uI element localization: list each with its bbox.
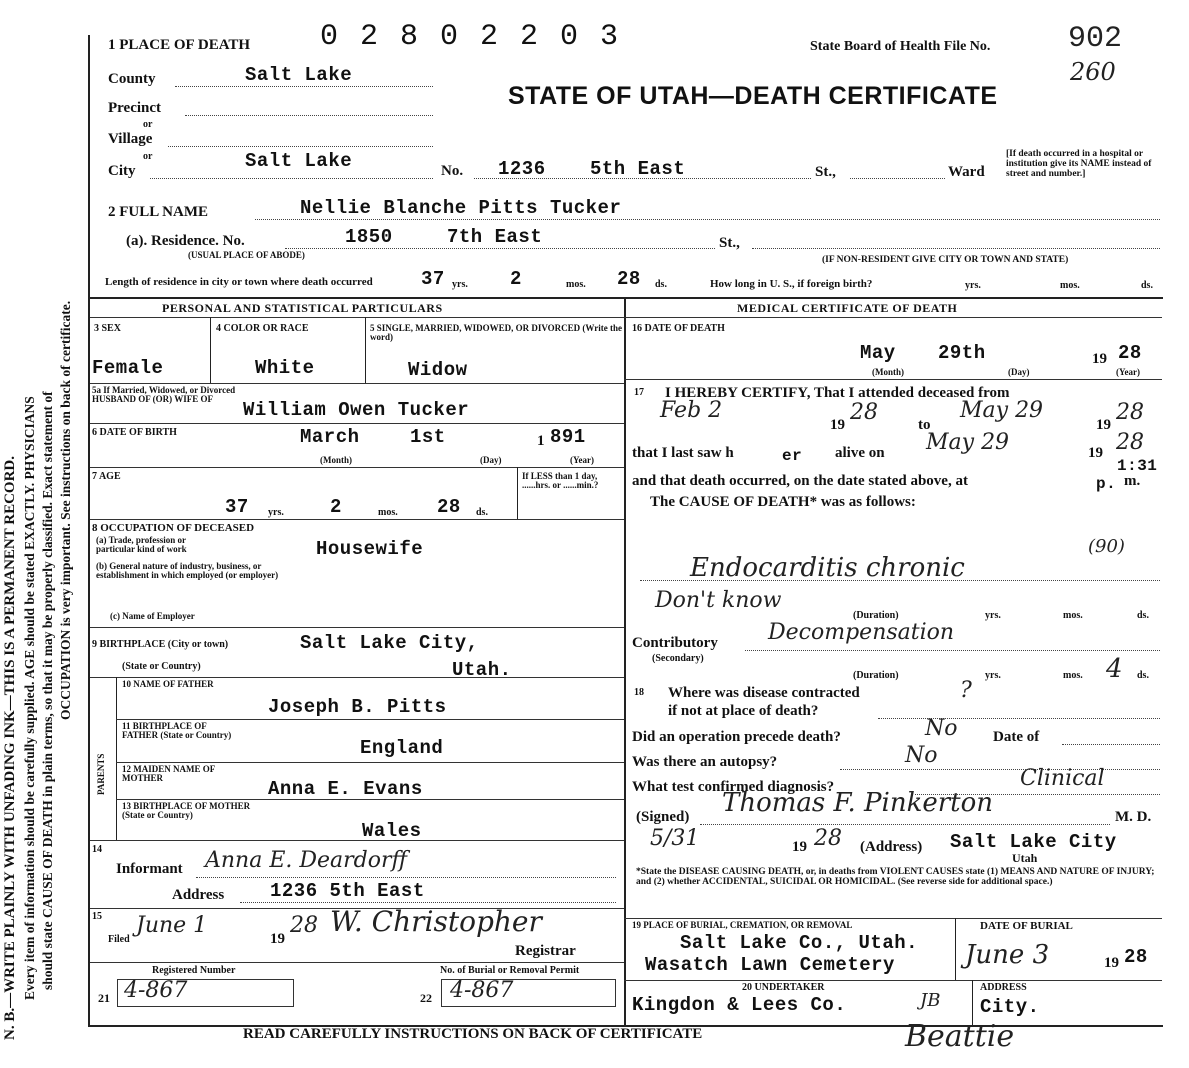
- contrib-duration-value: 4: [1106, 654, 1123, 684]
- dob-year-prefix: 1: [537, 433, 545, 449]
- birthplace-state-label: (State or Country): [122, 661, 201, 672]
- death-year-label: (Year): [1116, 367, 1140, 377]
- occupation-value: Housewife: [316, 538, 424, 560]
- age-less-divider: [517, 467, 518, 519]
- death-occurred-text: and that death occurred, on the date stated above, at: [632, 473, 968, 489]
- undertaker-label: 20 UNDERTAKER: [742, 982, 825, 993]
- side-instructions-3: should state CAUSE OF DEATH in plain terms, so that it may be properly classified. Exact statement of: [40, 391, 55, 990]
- undertaker-address: City.: [980, 996, 1040, 1018]
- contracted-number: 18: [634, 687, 644, 698]
- or-1: or: [143, 119, 153, 130]
- length-ds-label: ds.: [655, 279, 667, 290]
- form-left-border: [88, 35, 90, 1025]
- side-instructions-4: OCCUPATION is very important. See instructions on back of certificate.: [58, 300, 73, 720]
- or-2: or: [143, 151, 153, 162]
- length-yrs-label: yrs.: [452, 279, 468, 290]
- birthplace-label: 9 BIRTHPLACE (City or town): [92, 639, 229, 650]
- place-of-death-label: 1 PLACE OF DEATH: [108, 37, 251, 53]
- full-name-label: 2 FULL NAME: [108, 204, 209, 220]
- ward-note: [If death occurred in a hospital or institution give its NAME instead of street and number.]: [1006, 149, 1152, 179]
- last-saw-year-prefix: 19: [1088, 445, 1103, 461]
- color-value: White: [255, 357, 315, 379]
- row-rule-21: [90, 962, 624, 963]
- personal-title-rule: [90, 317, 624, 318]
- md-label: M. D.: [1115, 809, 1152, 825]
- age-label: 7 AGE: [92, 471, 121, 482]
- county-line: [175, 86, 433, 87]
- informant-address: 1236 5th East: [270, 880, 425, 902]
- burial-place-2: Wasatch Lawn Cemetery: [645, 954, 895, 976]
- street-name: 5th East: [590, 158, 686, 180]
- county-value: Salt Lake: [245, 64, 353, 86]
- parents-divider: [116, 677, 117, 840]
- medical-rule-19: [624, 918, 1162, 919]
- test-value: Clinical: [1020, 766, 1105, 791]
- burial-date-label: DATE OF BURIAL: [980, 920, 1073, 932]
- dob-day-label: (Day): [480, 455, 502, 465]
- informant-line: [196, 877, 616, 878]
- registrar-signature: W. Christopher: [330, 905, 542, 938]
- burial-divider: [955, 918, 956, 980]
- mother-label: 12 MAIDEN NAME OF MOTHER: [122, 764, 215, 784]
- contributory-label: Contributory: [632, 635, 718, 651]
- city-value: Salt Lake: [245, 150, 353, 172]
- registered-num-21: 21: [98, 991, 110, 1005]
- certificate-title: STATE OF UTAH—DEATH CERTIFICATE: [508, 82, 998, 110]
- street-number: 1236: [498, 158, 546, 180]
- occupation-label: 8 OCCUPATION OF DECEASED: [92, 522, 255, 534]
- attended-to-label: to: [918, 417, 931, 433]
- cause-duration-yrs: yrs.: [985, 610, 1001, 621]
- residence-line: [285, 248, 715, 249]
- birthplace-state: Utah.: [452, 659, 512, 681]
- cause-text: The CAUSE OF DEATH* was as follows:: [650, 494, 916, 510]
- contrib-duration-mos: mos.: [1063, 670, 1083, 681]
- mother-birth-value: Wales: [362, 820, 422, 842]
- row-rule-14: [90, 840, 624, 841]
- mother-value: Anna E. Evans: [268, 778, 423, 800]
- full-name-line: [255, 219, 1160, 220]
- employer-label: (c) Name of Employer: [110, 611, 195, 621]
- residence-sub: (USUAL PLACE OF ABODE): [188, 250, 305, 260]
- medical-title-rule: [624, 317, 1162, 318]
- attended-to-year: 28: [1116, 400, 1144, 425]
- registered-num-22: 22: [420, 991, 432, 1005]
- cause-primary-2: Don't know: [655, 588, 782, 613]
- filed-number: 15: [92, 911, 102, 922]
- age-months: 2: [330, 496, 342, 518]
- death-year-prefix: 19: [1092, 351, 1107, 367]
- us-ds: ds.: [1141, 280, 1153, 291]
- cause-duration-mos: mos.: [1063, 610, 1083, 621]
- village-label: Village: [108, 131, 153, 147]
- physician-signature: Thomas F. Pinkerton: [722, 788, 993, 818]
- attended-to: May 29: [960, 398, 1044, 423]
- dob-day: 1st: [410, 426, 446, 448]
- contracted-line: [878, 718, 1160, 719]
- attended-from-year: 28: [850, 400, 878, 425]
- filed-label: Filed: [108, 934, 130, 945]
- cause-primary: Endocarditis chronic: [690, 553, 965, 583]
- physician-address: Salt Lake City: [950, 831, 1117, 853]
- age-yrs-label: yrs.: [268, 507, 284, 518]
- last-saw-her: er: [782, 447, 803, 465]
- autopsy-line: [840, 769, 1160, 770]
- father-value: Joseph B. Pitts: [268, 696, 447, 718]
- operation-value: No: [925, 716, 958, 741]
- length-years: 37: [421, 268, 445, 290]
- residence-street: 7th East: [447, 226, 543, 248]
- sex-label: 3 SEX: [94, 323, 121, 334]
- last-saw-date: May 29: [926, 430, 1010, 455]
- age-years: 37: [225, 496, 249, 518]
- residence-number: 1850: [345, 226, 393, 248]
- marital-label: 5 SINGLE, MARRIED, WIDOWED, OR DIVORCED (Write the word): [370, 323, 622, 343]
- row-rule-11: [116, 719, 624, 720]
- autopsy-value: No: [905, 743, 938, 768]
- contracted-label-2: if not at place of death?: [668, 703, 819, 719]
- operation-label: Did an operation precede death?: [632, 729, 841, 745]
- spouse-value: William Owen Tucker: [243, 399, 470, 421]
- dob-month-label: (Month): [320, 455, 352, 465]
- dob-month: March: [300, 426, 360, 448]
- cause-duration-label: (Duration): [853, 610, 899, 621]
- signed-line: [700, 824, 1110, 825]
- precinct-line: [185, 115, 433, 116]
- test-label: What test confirmed diagnosis?: [632, 779, 835, 795]
- medical-rule-17: [624, 379, 1162, 380]
- death-day: 29th: [938, 342, 986, 364]
- file-no: 902: [1068, 22, 1123, 56]
- marital-value: Widow: [408, 359, 468, 381]
- burial-date: June 3: [965, 940, 1050, 970]
- informant-signature: Anna E. Deardorff: [205, 848, 408, 873]
- form-middle-divider: [624, 297, 626, 1025]
- filed-year: 28: [290, 913, 318, 938]
- contracted-label: Where was disease contracted: [668, 685, 860, 701]
- contrib-duration-yrs: yrs.: [985, 670, 1001, 681]
- length-months: 2: [510, 268, 522, 290]
- residence-label: (a). Residence. No.: [126, 233, 245, 249]
- certify-number: 17: [634, 387, 644, 398]
- age-less-than-label: If LESS than 1 day, ......hrs. or ......min.?: [522, 471, 599, 491]
- father-birth-label: 11 BIRTHPLACE OF FATHER (State or Country): [122, 721, 232, 741]
- undertaker-initials: JB: [920, 990, 941, 1011]
- dob-year-label: (Year): [570, 455, 594, 465]
- filed-year-prefix: 19: [270, 931, 285, 947]
- medical-section-title: MEDICAL CERTIFICATE OF DEATH: [737, 301, 958, 315]
- attended-from-year-prefix: 19: [830, 417, 845, 433]
- undertaker-signature: Beattie: [905, 1019, 1015, 1054]
- us-mos: mos.: [1060, 280, 1080, 291]
- dob-year: 891: [550, 426, 586, 448]
- length-residence-label: Length of residence in city or town where death occurred: [105, 276, 373, 288]
- signed-label: (Signed): [636, 809, 690, 825]
- row-rule-6: [90, 423, 624, 424]
- undertaker-address-label: ADDRESS: [980, 982, 1027, 993]
- filed-date: June 1: [136, 913, 208, 938]
- medical-rule-20: [624, 980, 1162, 981]
- parents-label: PARENTS: [96, 753, 106, 795]
- us-yrs: yrs.: [965, 280, 981, 291]
- row-rule-12: [116, 762, 624, 763]
- death-year: 28: [1118, 342, 1142, 364]
- informant-label: Informant: [116, 861, 183, 877]
- color-label: 4 COLOR OR RACE: [216, 323, 309, 334]
- ward-line: [850, 178, 945, 179]
- row-rule-parents: [90, 677, 624, 678]
- row-rule-8: [90, 519, 624, 520]
- father-label: 10 NAME OF FATHER: [122, 679, 214, 689]
- burial-place-label: 19 PLACE OF BURIAL, CREMATION, OR REMOVAL: [632, 920, 853, 930]
- contracted-value: ?: [960, 678, 972, 703]
- village-line: [168, 146, 433, 147]
- autopsy-label: Was there an autopsy?: [632, 754, 778, 770]
- street-no-label: No.: [441, 163, 464, 179]
- mother-birth-label: 13 BIRTHPLACE OF MOTHER (State or Country): [122, 801, 251, 821]
- instructions-footer: READ CAREFULLY INSTRUCTIONS ON BACK OF CERTIFICATE: [243, 1026, 703, 1042]
- precinct-label: Precinct: [108, 100, 162, 116]
- physician-address-label: (Address): [860, 839, 923, 855]
- cause-duration-ds: ds.: [1137, 610, 1149, 621]
- death-pm: p.: [1096, 475, 1117, 493]
- cause-footnote: *State the DISEASE CAUSING DEATH, or, in deaths from VIOLENT CAUSES state (1) MEANS AND NATURE OF INJURY; and (2) whether ACCIDENTAL, SUICIDAL OR HOMICIDAL. (See reverse side for additional space.): [636, 867, 1155, 887]
- spouse-label: 5a If Married, Widowed, or Divorced HUSBAND OF (OR) WIFE OF: [92, 385, 236, 405]
- registered-number-label: Registered Number: [152, 965, 236, 976]
- contributory-value: Decompensation: [768, 620, 955, 645]
- registrar-label: Registrar: [515, 943, 576, 959]
- birthplace-city: Salt Lake City,: [300, 632, 479, 654]
- informant-address-label: Address: [172, 887, 225, 903]
- burial-permit-value: 4-867: [450, 978, 514, 1003]
- informant-number: 14: [92, 844, 102, 855]
- death-month: May: [860, 342, 896, 364]
- burial-year-prefix: 19: [1104, 955, 1119, 971]
- side-instructions-2: Every item of information should be carefully supplied. AGE should be stated EXACTLY. PHYSICIANS: [22, 396, 37, 1000]
- attended-from: Feb 2: [660, 398, 723, 423]
- full-name-value: Nellie Blanche Pitts Tucker: [300, 197, 622, 219]
- last-saw-year: 28: [1116, 430, 1144, 455]
- signed-date: 5/31: [650, 826, 700, 851]
- contributory-line: [745, 650, 1160, 651]
- row-rule-13: [116, 799, 624, 800]
- residence-city-line: [752, 248, 1160, 249]
- death-month-label: (Month): [872, 367, 904, 377]
- physician-state: Utah: [1012, 851, 1038, 865]
- occupation-b-label: (b) General nature of industry, business, or establishment in which employed (or employer): [96, 561, 279, 581]
- age-days: 28: [437, 496, 461, 518]
- death-m-label: m.: [1124, 473, 1141, 489]
- sex-color-divider: [210, 317, 211, 383]
- row-rule-5a: [90, 383, 624, 384]
- contrib-duration-label: (Duration): [853, 670, 899, 681]
- occupation-a-label: (a) Trade, profession or particular kind of work: [96, 535, 187, 555]
- county-label: County: [108, 71, 156, 87]
- registered-number-value: 4-867: [124, 978, 188, 1003]
- color-marital-divider: [365, 317, 366, 383]
- length-days: 28: [617, 268, 641, 290]
- certify-text: I HEREBY CERTIFY, That I attended deceased from: [665, 385, 1010, 401]
- personal-section-title: PERSONAL AND STATISTICAL PARTICULARS: [162, 301, 443, 315]
- street-st-label: St.,: [815, 164, 836, 180]
- file-no-label: State Board of Health File No.: [810, 39, 991, 54]
- length-mos-label: mos.: [566, 279, 586, 290]
- age-mos-label: mos.: [378, 507, 398, 518]
- last-saw-label: that I last saw h: [632, 445, 734, 461]
- signed-year: 28: [814, 826, 842, 851]
- cause-code: (90): [1088, 536, 1125, 557]
- operation-date-label: Date of: [993, 729, 1040, 745]
- city-line: [150, 178, 433, 179]
- death-time: 1:31: [1117, 457, 1158, 475]
- death-day-label: (Day): [1008, 367, 1030, 377]
- secondary-label: (Secondary): [652, 653, 704, 664]
- row-rule-7: [90, 467, 624, 468]
- undertaker-value: Kingdon & Lees Co.: [632, 994, 847, 1016]
- side-instructions-1: N. B.—WRITE PLAINLY WITH UNFADING INK—THIS IS A PERMANENT RECORD.: [2, 456, 18, 1040]
- burial-year: 28: [1124, 946, 1148, 968]
- sex-value: Female: [92, 357, 164, 379]
- burial-place-1: Salt Lake Co., Utah.: [680, 932, 919, 954]
- residence-st-label: St.,: [719, 235, 740, 251]
- city-label: City: [108, 163, 136, 179]
- death-date-label: 16 DATE OF DEATH: [632, 323, 725, 334]
- operation-date-line: [1062, 744, 1160, 745]
- father-birth-value: England: [360, 737, 444, 759]
- ward-label: Ward: [948, 164, 985, 180]
- alive-on-label: alive on: [835, 445, 885, 461]
- dob-label: 6 DATE OF BIRTH: [92, 427, 177, 438]
- contrib-duration-ds: ds.: [1137, 670, 1149, 681]
- row-rule-9: [90, 627, 624, 628]
- file-no-extra: 260: [1070, 58, 1116, 86]
- signed-year-prefix: 19: [792, 839, 807, 855]
- certificate-number: 0 2 8 0 2 2 0 3: [320, 20, 621, 54]
- informant-address-line: [240, 902, 616, 903]
- us-residence-label: How long in U. S., if foreign birth?: [710, 278, 873, 290]
- nonresident-note: (IF NON-RESIDENT GIVE CITY OR TOWN AND STATE): [822, 255, 1069, 265]
- burial-permit-label: No. of Burial or Removal Permit: [440, 965, 580, 976]
- age-ds-label: ds.: [476, 507, 488, 518]
- attended-to-year-prefix: 19: [1096, 417, 1111, 433]
